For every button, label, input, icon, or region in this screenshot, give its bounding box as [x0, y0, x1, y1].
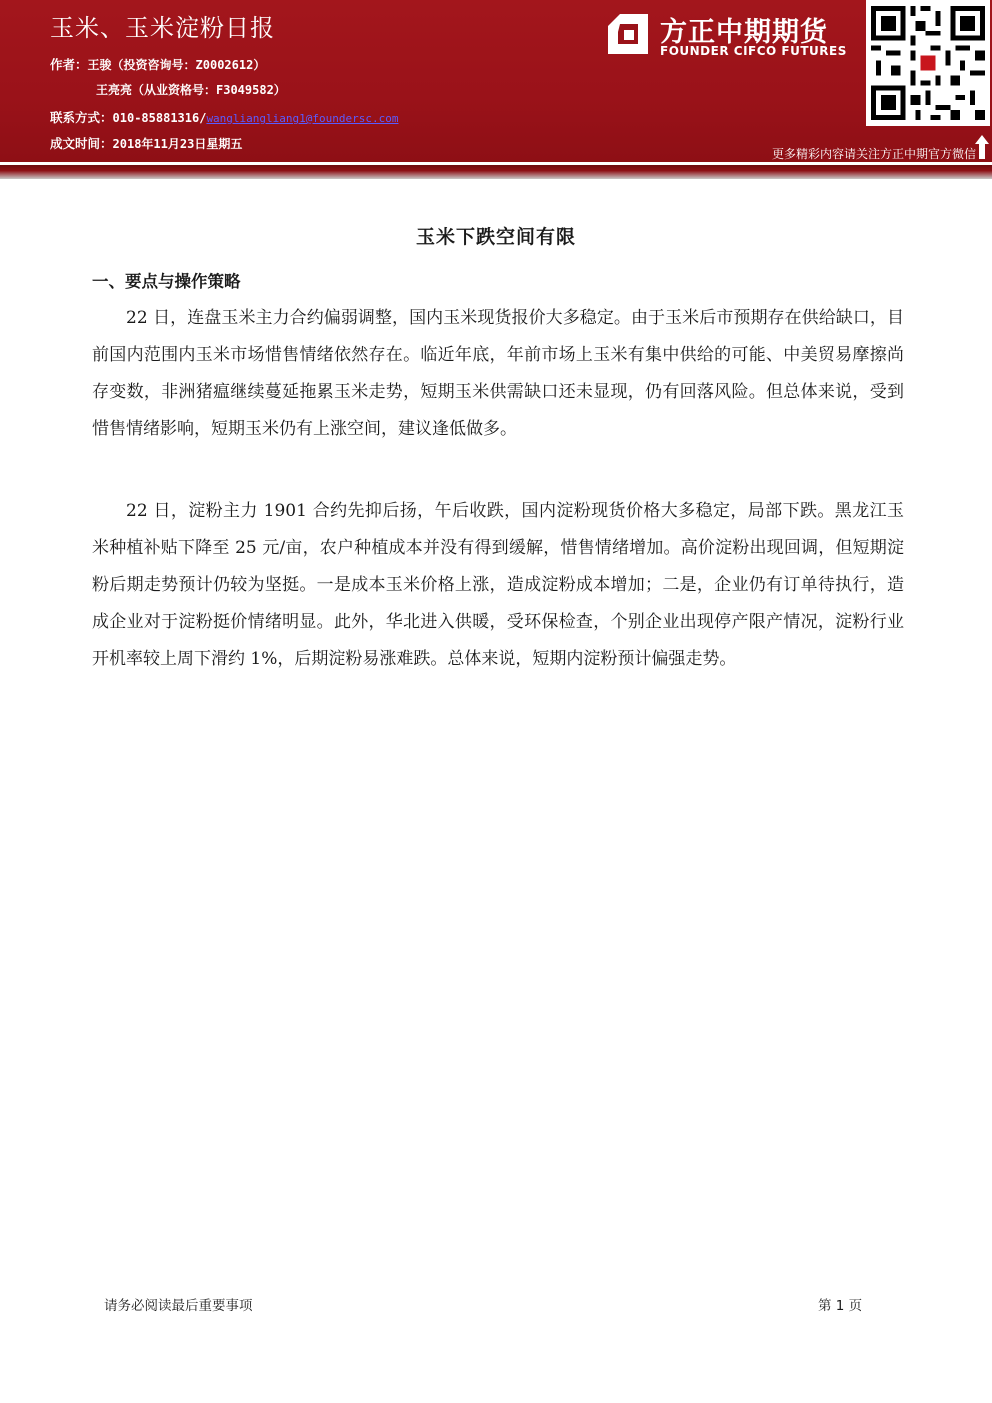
footer-notice: 请务必阅读最后重要事项	[104, 1298, 253, 1314]
date-label: 成文时间：	[50, 136, 113, 151]
paragraph-starch: 22 日，淀粉主力 1901 合约先抑后扬，午后收跌，国内淀粉现货价格大多稳定，局部下跌。黑龙江玉米种植补贴下降至 25 元/亩，农户种植成本并没有得到缓解，惜售情绪增加。高价淀粉出现回调，但短期淀粉后期走势预计仍较为坚挺。一是成本玉米价格上涨，造成淀粉成本增加；二是，企业仍有订单待执行，造成企业对于淀粉挺价情绪明显。此外，华北进入供暖，受环保检查，个别企业出现停产限产情况，淀粉行业开机率较上周下滑约 1%，后期淀粉易涨难跌。总体来说，短期内淀粉预计偏强走势。	[92, 501, 904, 669]
arrow-up-icon	[974, 134, 990, 160]
page-number: 第 1 页	[818, 1298, 863, 1314]
author-label: 作者：	[50, 57, 88, 72]
document-title: 玉米下跌空间有限	[415, 226, 576, 248]
author-1: 王骏（投资咨询号：Z0002612）	[87, 58, 266, 72]
wechat-qr-code-icon[interactable]	[866, 0, 990, 126]
follow-wechat-text: 更多精彩内容请关注方正中期官方微信	[771, 147, 976, 161]
date-value: 2018年11月23日星期五	[112, 137, 243, 151]
paragraph-corn: 22 日，连盘玉米主力合约偏弱调整，国内玉米现货报价大多稳定。由于玉米后市预期存在供给缺口，目前国内范围内玉米市场惜售情绪依然存在。临近年底，年前市场上玉米有集中供给的可能、中美贸易摩擦尚存变数，非洲猪瘟继续蔓延拖累玉米走势，短期玉米供需缺口还未显现，仍有回落风险。但总体来说，受到惜售情绪影响，短期玉米仍有上涨空间，建议逢低做多。	[92, 308, 904, 439]
contact-line	[50, 108, 399, 126]
author-2: 王亮亮（从业资格号：F3049582）	[96, 83, 286, 97]
author-line-2	[96, 81, 286, 98]
report-title: 玉米、玉米淀粉日报	[50, 14, 275, 42]
header-divider-shadow	[0, 165, 992, 179]
logo-text-en: FOUNDER CIFCO FUTURES	[660, 44, 847, 58]
date-line	[50, 134, 242, 152]
logo-mark-icon	[606, 12, 650, 56]
contact-label: 联系方式：	[50, 110, 113, 125]
logo-text-cn: 方正中期期货	[660, 17, 828, 48]
contact-phone: 010-85881316/	[112, 111, 207, 125]
report-header	[0, 0, 992, 162]
author-line-1	[50, 55, 265, 73]
company-logo	[606, 10, 858, 62]
contact-email-link[interactable]: wangliangliang1@foundersc.com	[206, 112, 399, 125]
section-heading: 一、要点与操作策略	[92, 272, 241, 291]
